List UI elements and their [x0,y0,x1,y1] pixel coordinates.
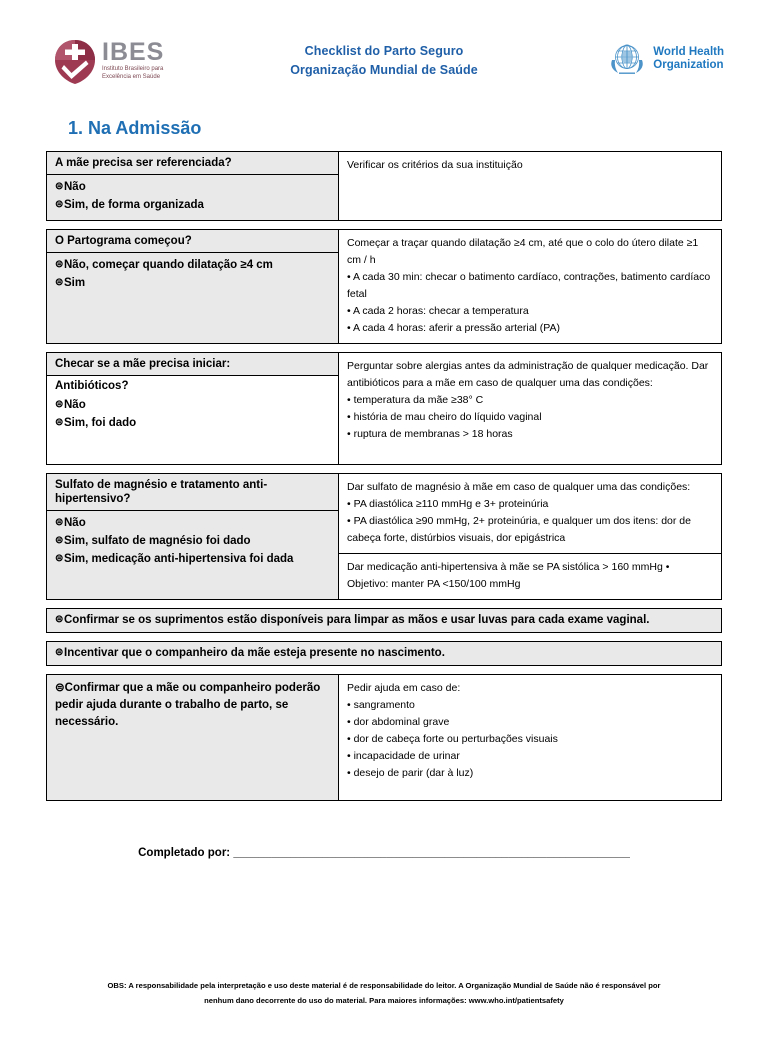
checkbox-icon[interactable]: ⊜ [55,399,64,410]
guidance-bullet: • história de mau cheiro do líquido vaginal [347,409,713,426]
checklist-sheet [46,151,722,801]
guidance-bullet: • PA diastólica ≥90 mmHg, 2+ proteinúria, e qualquer um dos itens: dor de cabeça forte, distúrbios visuais, dor epigástrica [347,513,713,547]
checkbox-icon[interactable]: ⊜ [55,647,64,658]
checklist-option[interactable] [55,680,332,733]
checkbox-icon[interactable]: ⊜ [55,535,64,546]
option-list [47,675,338,800]
who-logo [606,42,724,76]
option-label: Não [64,517,86,529]
checkbox-icon[interactable]: ⊜ [55,277,64,288]
checklist-option[interactable] [55,178,332,196]
option-label: Sim, medicação anti-hipertensiva foi dada [64,553,294,565]
guidance-line: Pedir ajuda em caso de: [347,682,461,694]
block-header: A mãe precisa ser referenciada? [47,152,338,175]
guidance-bullet: • PA diastólica ≥110 mmHg e 3+ proteinúria [347,496,713,513]
option-label: Sim, sulfato de magnésio foi dado [64,535,251,547]
checklist-bar-supplies[interactable] [46,608,722,633]
guidance-line: Perguntar sobre alergias antes da administração de qualquer medicação. Dar antibióticos para a mãe em caso de qualquer uma das condições: [347,360,709,389]
who-logo-line1: World Health [653,46,724,58]
checkbox-icon[interactable]: ⊜ [55,517,64,528]
guidance-line: Dar sulfato de magnésio à mãe em caso de qualquer uma das condições: [347,481,691,493]
guidance-bullet: • ruptura de membranas > 18 horas [347,426,713,443]
checklist-option[interactable] [55,196,332,214]
guidance-bullet: • dor abdominal grave [347,714,713,731]
checklist-option[interactable] [55,514,332,532]
guidance-panel [339,152,721,214]
guidance-panel [339,675,721,800]
block-right-column [339,675,721,800]
page-header [0,30,768,98]
block-header: Checar se a mãe precisa iniciar: [47,353,338,376]
option-label: Confirmar que a mãe ou companheiro poderão pedir ajuda durante o trabalho de parto, se necessário. [55,682,321,728]
option-list [47,175,338,220]
checklist-option[interactable] [55,532,332,550]
ibes-wordmark: IBES [102,38,165,66]
block-right-column [339,353,721,464]
bar-label: Incentivar que o companheiro da mãe esteja presente no nascimento. [64,647,445,659]
block-header: Sulfato de magnésio e tratamento anti-hipertensivo? [47,474,338,511]
block-right-column [339,474,721,599]
sub-question: Antibióticos? [55,380,129,392]
who-emblem-icon [606,42,648,76]
document-title-line2: Organização Mundial de Saúde [290,63,478,77]
guidance-bullet: • A cada 30 min: checar o batimento cardíaco, contrações, batimento cardíaco fetal [347,269,713,303]
guidance-bullet: • temperatura da mãe ≥38° C [347,392,713,409]
guidance-panel [339,474,721,553]
checkbox-icon[interactable]: ⊜ [55,417,64,428]
completed-by-line[interactable]: Completado por: ______________________________________________________________ [138,847,630,859]
option-list [47,253,338,343]
checkbox-icon[interactable]: ⊜ [55,553,64,564]
option-label: Não, começar quando dilatação ≥4 cm [64,259,273,271]
checklist-block-help [46,674,722,801]
document-title-line1: Checklist do Parto Seguro [304,44,464,58]
checkbox-icon[interactable]: ⊜ [55,259,64,270]
option-label: Sim [64,277,86,289]
option-list [47,511,338,599]
checklist-block-magnesium [46,473,722,600]
section-heading: 1. Na Admissão [68,118,202,138]
guidance-panel [339,353,721,449]
bar-label: Confirmar se os suprimentos estão disponíveis para limpar as mãos e usar luvas para cada exame vaginal. [64,614,650,626]
who-logo-line2: Organization [653,59,724,71]
option-label: Não [64,399,86,411]
guidance-bullet: • dor de cabeça forte ou perturbações visuais [347,731,713,748]
block-left-column [47,152,339,220]
checklist-option[interactable] [55,396,332,414]
guidance-panel-secondary [339,553,721,599]
guidance-line: Dar medicação anti-hipertensiva à mãe se PA sistólica > 160 mmHg • Objetivo: manter PA <150/100 mmHg [347,561,670,590]
guidance-bullet: • A cada 2 horas: checar a temperatura [347,303,713,320]
checklist-block-antibiotics [46,352,722,465]
footer-line-2: nenhum dano decorrente do uso do material. Para maiores informações: www.who.int/patientsafety [204,996,564,1005]
checklist-block-referral [46,151,722,221]
block-left-column [47,474,339,599]
guidance-line: Verificar os critérios da sua instituição [347,159,523,171]
block-header: O Partograma começou? [47,230,338,253]
option-list [47,376,338,464]
option-label: Sim, foi dado [64,417,137,429]
checkbox-icon[interactable]: ⊜ [55,181,64,192]
checklist-option[interactable] [55,274,332,292]
option-label: Sim, de forma organizada [64,199,204,211]
block-left-column [47,353,339,464]
checkbox-icon[interactable]: ⊜ [55,199,64,210]
checklist-option[interactable] [55,414,332,432]
checklist-bar-companion[interactable] [46,641,722,666]
checklist-option[interactable] [55,550,332,568]
guidance-line: Começar a traçar quando dilatação ≥4 cm, até que o colo do útero dilate ≥1 cm / h [347,237,699,266]
checkbox-icon[interactable]: ⊜ [55,614,64,625]
guidance-bullet: • desejo de parir (dar à luz) [347,765,713,782]
block-left-column [47,675,339,800]
guidance-bullet: • sangramento [347,697,713,714]
guidance-bullet: • incapacidade de urinar [347,748,713,765]
page-footer [60,978,708,1008]
checklist-option[interactable] [55,256,332,274]
checkbox-icon[interactable]: ⊜ [55,682,65,694]
guidance-panel [339,230,721,343]
option-label: Não [64,181,86,193]
block-left-column [47,230,339,343]
footer-line-1: OBS: A responsabilidade pela interpretação e uso deste material é de responsabilidade do leitor. A Organização Mundial de Saúde não é responsável por [107,981,661,990]
ibes-tagline: Instituto Brasileiro para Excelência em Saúde [102,66,164,80]
who-logo-text [653,46,724,72]
block-right-column [339,230,721,343]
block-right-column [339,152,721,220]
checklist-block-partogram [46,229,722,344]
guidance-bullet: • A cada 4 horas: aferir a pressão arterial (PA) [347,320,713,337]
